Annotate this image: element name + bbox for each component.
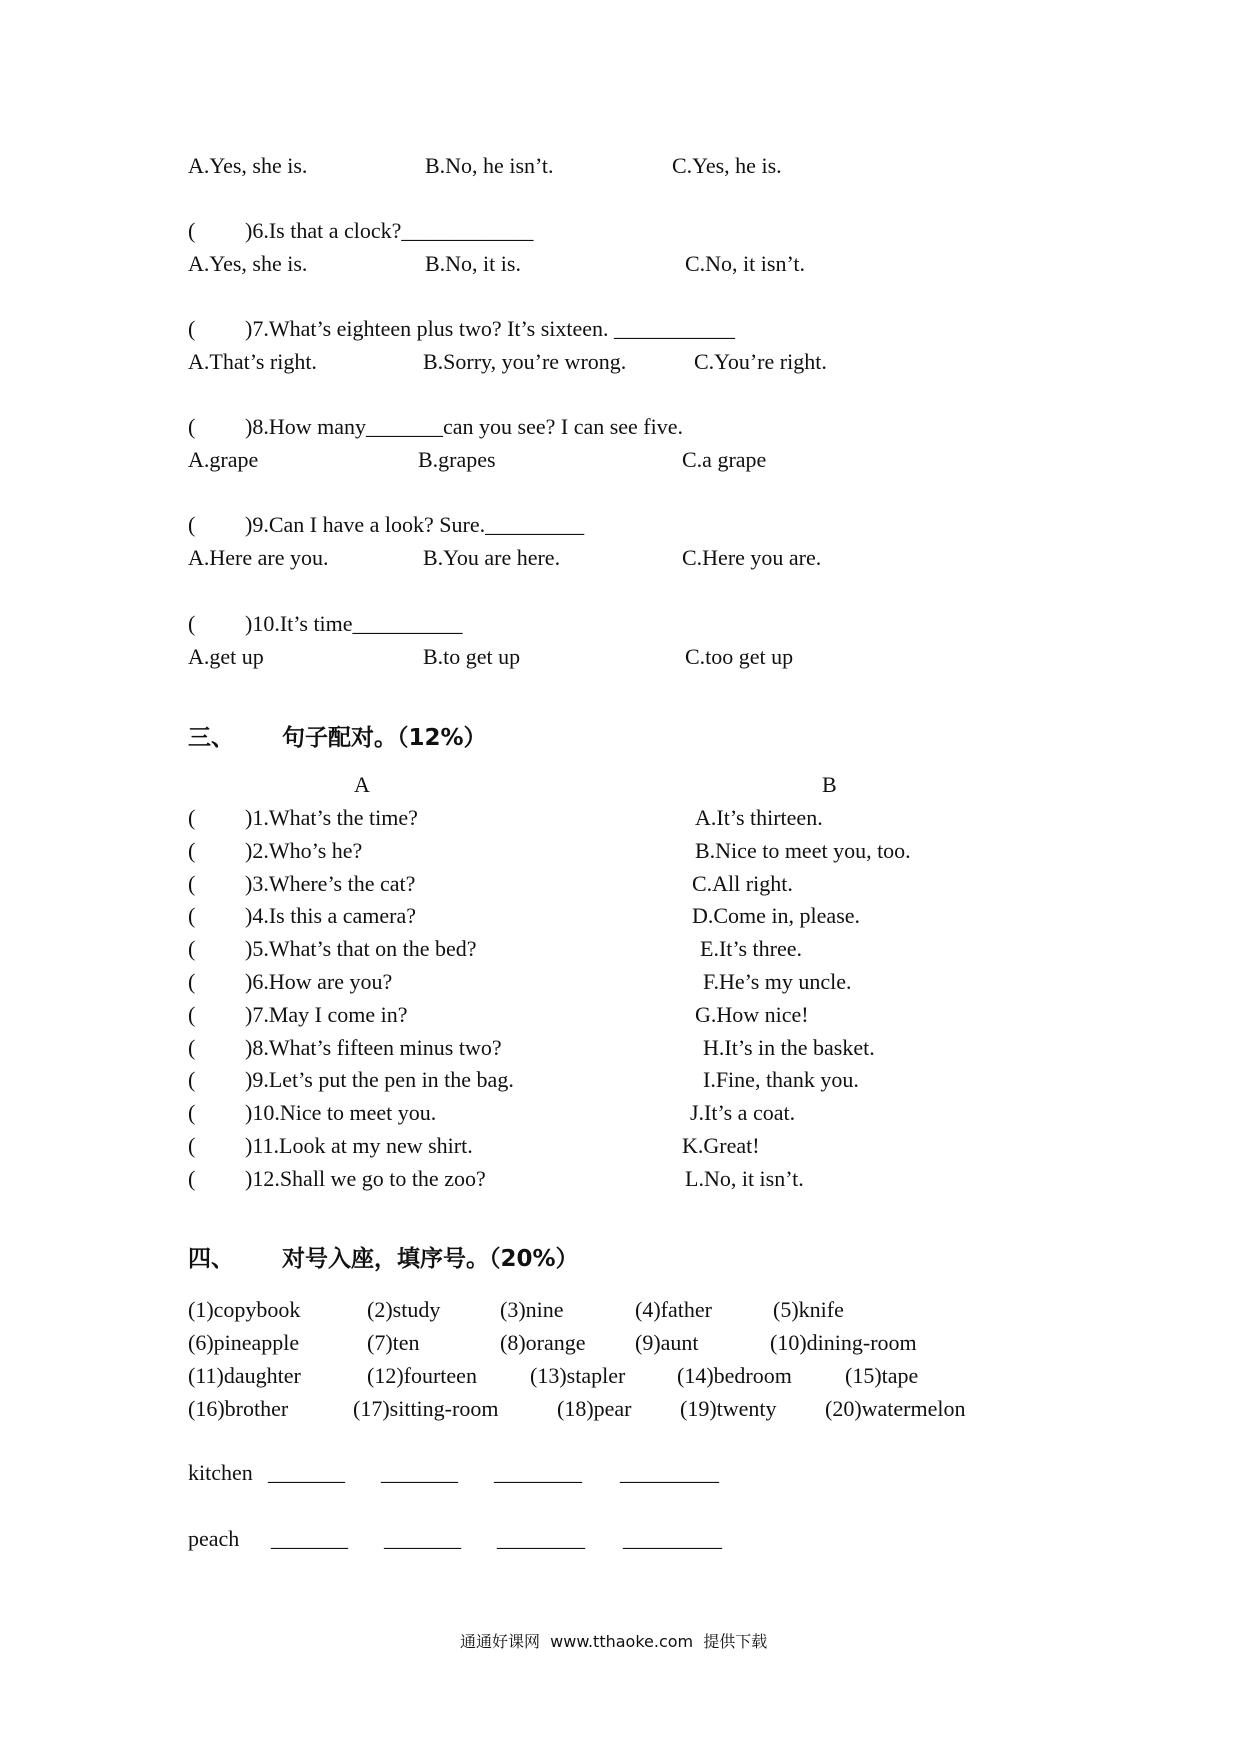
match-left-item: )10.Nice to meet you.	[245, 1100, 437, 1126]
word-item: (1)copybook	[188, 1297, 301, 1322]
match-left-item: )1.What’s the time?	[245, 805, 418, 830]
match-right-item: I.Fine, thank you.	[703, 1067, 859, 1093]
question-text: )7.What’s eighteen plus two? It’s sixteen. ___________	[245, 316, 736, 341]
word-item: (18)pear	[557, 1396, 632, 1421]
word-item: (8)orange	[500, 1330, 586, 1355]
option-a: A.That’s right.	[188, 349, 317, 374]
answer-paren: (	[188, 936, 196, 962]
option-b: B.to get up	[423, 644, 521, 669]
option-a: A.Yes, she is.	[188, 153, 308, 178]
match-right-item: E.It’s three.	[700, 936, 803, 962]
word-item: (2)study	[367, 1297, 441, 1322]
match-left-item: )3.Where’s the cat?	[245, 870, 416, 896]
answer-blank[interactable]: _______	[271, 1526, 348, 1551]
section-title: 对号入座，填序号。（20%）	[282, 1246, 579, 1272]
match-right-item: C.All right.	[692, 870, 793, 896]
answer-paren: (	[188, 1001, 196, 1027]
match-left-item: )11.Look at my new shirt.	[245, 1133, 473, 1158]
category-label: peach	[188, 1526, 240, 1551]
section-number: 三、	[188, 725, 234, 751]
answer-paren: (	[188, 805, 196, 830]
answer-paren: (	[188, 1165, 196, 1191]
word-item: (14)bedroom	[677, 1363, 792, 1388]
match-right-item: H.It’s in the basket.	[703, 1034, 875, 1060]
question-text: )6.Is that a clock?____________	[245, 218, 534, 243]
match-right-item: D.Come in, please.	[692, 903, 861, 929]
match-left-item: )8.What’s fifteen minus two?	[245, 1034, 502, 1060]
word-item: (9)aunt	[635, 1330, 699, 1355]
answer-paren: (	[188, 414, 196, 439]
answer-blank[interactable]: ________	[497, 1526, 585, 1551]
match-left-item: )12.Shall we go to the zoo?	[245, 1165, 486, 1191]
match-left-item: )9.Let’s put the pen in the bag.	[245, 1067, 514, 1093]
answer-paren: (	[188, 903, 196, 929]
answer-paren: (	[188, 969, 196, 994]
word-item: (5)knife	[773, 1297, 844, 1322]
option-c: C.Yes, he is.	[672, 153, 782, 178]
word-item: (16)brother	[188, 1396, 289, 1421]
word-item: (4)father	[635, 1297, 712, 1322]
match-left-item: )2.Who’s he?	[245, 837, 363, 863]
answer-blank[interactable]: _______	[381, 1460, 458, 1485]
answer-paren: (	[188, 316, 196, 341]
option-a: A.Yes, she is.	[188, 251, 308, 276]
match-right-item: A.It’s thirteen.	[695, 805, 823, 830]
match-left-item: )5.What’s that on the bed?	[245, 936, 477, 962]
option-c: C.Here you are.	[682, 545, 822, 570]
option-b: B.No, he isn’t.	[425, 153, 554, 178]
question-text: )8.How many_______can you see? I can see five.	[245, 414, 684, 439]
word-item: (20)watermelon	[825, 1396, 966, 1421]
option-b: B.No, it is.	[425, 251, 521, 276]
option-b: B.Sorry, you’re wrong.	[423, 349, 627, 374]
answer-paren: (	[188, 1067, 196, 1093]
answer-paren: (	[188, 870, 196, 896]
word-item: (12)fourteen	[367, 1363, 477, 1388]
option-a: A.grape	[188, 447, 259, 472]
answer-paren: (	[188, 1034, 196, 1060]
category-label: kitchen	[188, 1460, 253, 1485]
match-right-item: J.It’s a coat.	[690, 1100, 796, 1126]
option-c: C.You’re right.	[694, 349, 827, 374]
match-right-item: G.How nice!	[695, 1001, 809, 1027]
word-item: (7)ten	[367, 1330, 420, 1355]
answer-paren: (	[188, 1133, 196, 1158]
match-left-item: )4.Is this a camera?	[245, 903, 417, 929]
footer-text: 通通好课网 www.tthaoke.com 提供下载	[460, 1632, 768, 1651]
option-a: A.Here are you.	[188, 545, 329, 570]
column-b-header: B	[822, 772, 837, 797]
word-item: (19)twenty	[680, 1396, 777, 1421]
option-a: A.get up	[188, 644, 264, 669]
answer-blank[interactable]: _______	[384, 1526, 461, 1551]
answer-paren: (	[188, 1100, 196, 1126]
word-item: (15)tape	[845, 1363, 919, 1388]
match-right-item: F.He’s my uncle.	[703, 969, 852, 994]
match-right-item: K.Great!	[682, 1133, 760, 1158]
word-item: (6)pineapple	[188, 1330, 300, 1355]
word-item: (17)sitting-room	[353, 1396, 499, 1421]
match-right-item: L.No, it isn’t.	[685, 1165, 804, 1191]
option-b: B.You are here.	[423, 545, 561, 570]
question-text: )9.Can I have a look? Sure._________	[245, 512, 585, 537]
answer-blank[interactable]: _________	[623, 1526, 722, 1551]
answer-paren: (	[188, 218, 196, 243]
match-left-item: )6.How are you?	[245, 969, 393, 994]
section-title: 句子配对。（12%）	[282, 725, 487, 751]
match-left-item: )7.May I come in?	[245, 1001, 408, 1027]
answer-paren: (	[188, 611, 196, 636]
word-item: (10)dining-room	[770, 1330, 917, 1355]
option-c: C.too get up	[685, 644, 794, 669]
match-right-item: B.Nice to meet you, too.	[695, 837, 911, 863]
word-item: (11)daughter	[188, 1363, 301, 1388]
column-a-header: A	[354, 772, 370, 797]
answer-blank[interactable]: _______	[268, 1460, 345, 1485]
answer-blank[interactable]: _________	[620, 1460, 719, 1485]
word-item: (3)nine	[500, 1297, 564, 1322]
answer-blank[interactable]: ________	[494, 1460, 582, 1485]
answer-paren: (	[188, 512, 196, 537]
question-text: )10.It’s time__________	[245, 611, 463, 636]
option-b: B.grapes	[418, 447, 496, 472]
answer-paren: (	[188, 837, 196, 863]
option-c: C.No, it isn’t.	[685, 251, 806, 276]
word-item: (13)stapler	[530, 1363, 626, 1388]
section-number: 四、	[188, 1246, 234, 1272]
option-c: C.a grape	[682, 447, 767, 472]
